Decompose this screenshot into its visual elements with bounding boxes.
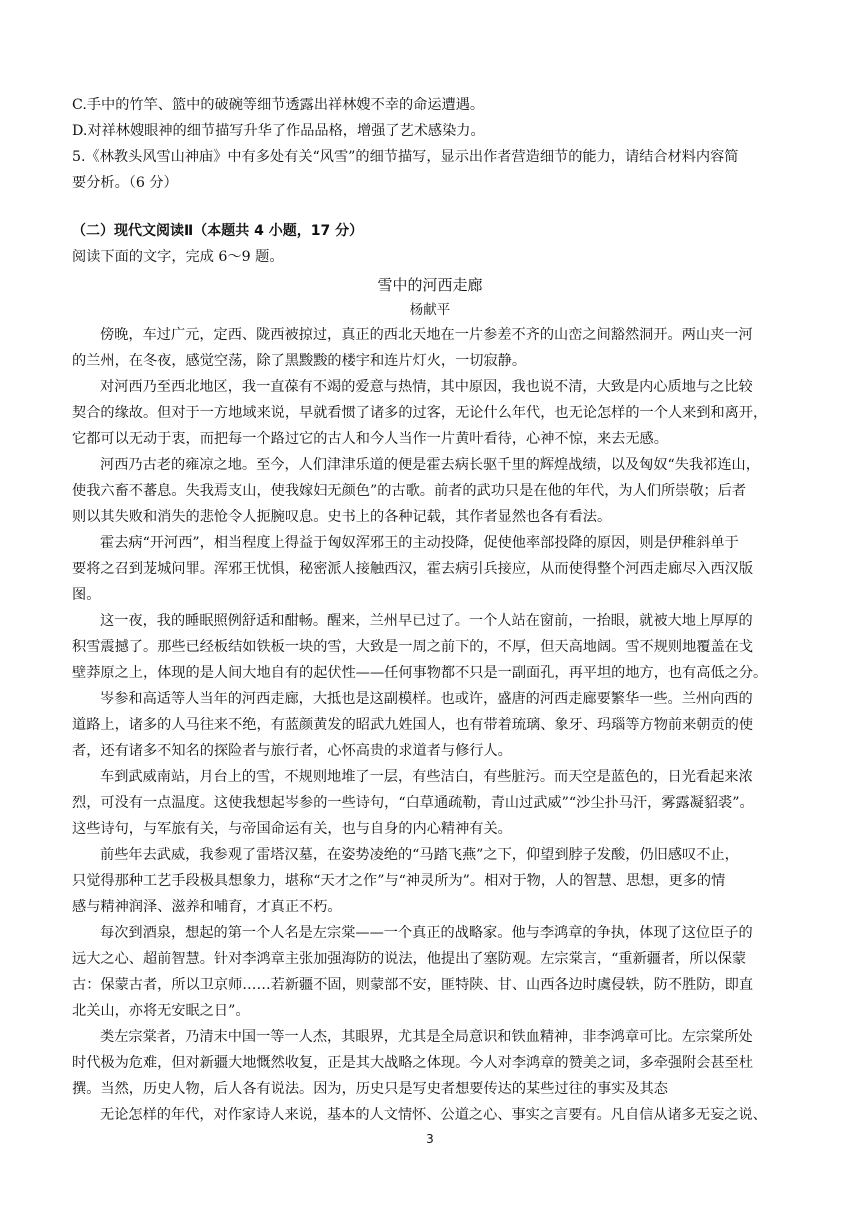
article-author: 杨献平: [409, 302, 451, 318]
article-line: 要将之召到茏城问罪。浑邪王忧惧，秘密派人接触西汉，霍去病引兵接应，从而使得整个河西走廊尽入西汉版: [72, 561, 754, 577]
article-line: 积雪震撼了。那些已经板结如铁板一块的雪，大致是一周之前下的，不厚，但天高地阔。雪不规则地覆盖在戈: [72, 639, 754, 655]
question-5: 5.《林教头风雪山神庙》中有多处有关“风雪”的细节描写，显示出作者营造细节的能力，请结合材料内容简: [72, 149, 739, 165]
article-line: 契合的缘故。但对于一方地域来说，早就看惯了诸多的过客，无论什么年代，也无论怎样的一个人来到和离开，: [72, 405, 768, 421]
article-line: 每次到酒泉，想起的第一个人名是左宗棠——一个真正的战略家。他与李鸿章的争执，体现了这位臣子的: [100, 925, 753, 941]
article-line: 者，还有诸多不知名的探险者与旅行者，心怀高贵的求道者与修行人。: [72, 743, 512, 759]
article-line: 车到武威南站，月台上的雪，不规则地堆了一层，有些洁白，有些脏污。而天空是蓝色的，日光看起来浓: [100, 769, 753, 785]
article-line: 前些年去武威，我参观了雷塔汉墓，在姿势凌绝的“马踏飞燕”之下，仰望到脖子发酸，仍旧感叹不止，: [100, 847, 739, 863]
article-line: 岑参和高适等人当年的河西走廊，大抵也是这副模样。也或许，盛唐的河西走廊要繁华一些。兰州向西的: [100, 691, 753, 707]
article-line: 对河西乃至西北地区，我一直葆有不竭的爱意与热情，其中原因，我也说不清，大致是内心质地与之比较: [100, 379, 753, 395]
article-line: 烈，可没有一点温度。这使我想起岑参的一些诗句，“白草通疏勒，青山过武威”“沙尘扑马汗，雾露凝貂裘”。: [72, 795, 754, 811]
article-line: 使我六畜不蕃息。失我焉支山，使我嫁妇无颜色”的古歌。前者的武功只是在他的年代，为人们所崇敬；后者: [72, 483, 747, 499]
article-line: 时代极为危难，但对新疆大地慨然收复，正是其大战略之体现。今人对李鸿章的赞美之词，多牵强附会甚至杜: [72, 1055, 754, 1071]
article-line: 类左宗棠者，乃清末中国一等一人杰，其眼界，尤其是全局意识和铁血精神，非李鸿章可比。左宗棠所处: [100, 1029, 753, 1045]
article-line: 壁莽原之上，体现的是人间大地自有的起伏性——任何事物都不只是一副面孔，再平坦的地方，也有高低之分。: [72, 665, 768, 681]
article-line: 古：保蒙古者，所以卫京师……若新疆不固，则蒙部不安，匪特陕、甘、山西各边时虞侵轶，防不胜防，即直: [72, 977, 754, 993]
article-line: 远大之心、超前智慧。针对李鸿章主张加强海防的说法，他提出了塞防观。左宗棠言，“重新疆者，所以保蒙: [72, 951, 747, 967]
article-line: 的兰州，在冬夜，感觉空荡，除了黑黢黢的楼宇和连片灯火，一切寂静。: [72, 353, 527, 369]
option-d: D.对祥林嫂眼神的细节描写升华了作品品格，增强了艺术感染力。: [72, 123, 485, 139]
page-number: 3: [426, 1132, 434, 1146]
article-line: 这一夜，我的睡眠照例舒适和酣畅。醒来，兰州早已过了。一个人站在窗前，一抬眼，就被大地上厚厚的: [100, 613, 753, 629]
article-line: 这些诗句，与军旅有关，与帝国命运有关，也与自身的内心精神有关。: [72, 821, 512, 837]
article-line: 北关山，亦将无安眠之日”。: [72, 1003, 250, 1019]
article-title: 雪中的河西走廊: [377, 276, 483, 294]
article-line: 撰。当然，历史人物，后人各有说法。因为，历史只是写史者想要传达的某些过往的事实及其态: [72, 1081, 668, 1097]
article-line: 它都可以无动于衷，而把每一个路过它的古人和今人当作一片黄叶看待，心神不惊，来去无感。: [72, 431, 668, 447]
article-line: 感与精神润泽、滋养和哺育，才真正不朽。: [72, 899, 342, 915]
article-line: 河西乃古老的雍凉之地。至今，人们津津乐道的便是霍去病长驱千里的辉煌战绩，以及匈奴“失我祁连山，: [100, 457, 760, 473]
article-line: 傍晚，车过广元，定西、陇西被掠过，真正的西北天地在一片参差不齐的山峦之间豁然洞开。两山夹一河: [100, 327, 753, 343]
article-line: 则以其失败和消失的悲怆令人扼腕叹息。史书上的各种记载，其作者显然也各有看法。: [72, 509, 612, 525]
article-line: 图。: [72, 587, 101, 603]
question-5-cont: 要分析。（6 分）: [72, 175, 178, 191]
article-line: 霍去病“开河西”，相当程度上得益于匈奴浑邪王的主动投降，促使他率部投降的原因，则是伊稚斜单于: [100, 535, 739, 551]
option-c: C.手中的竹竿、篮中的破碗等细节透露出祥林嫂不幸的命运遭遇。: [72, 97, 485, 113]
article-line: 道路上，诸多的人马往来不绝，有蓝颜黄发的昭武九姓国人，也有带着琉璃、象牙、玛瑙等方物前来朝贡的使: [72, 717, 754, 733]
section-heading: （二）现代文阅读Ⅱ（本题共 4 小题，17 分）: [72, 223, 364, 239]
section-instruction: 阅读下面的文字，完成 6～9 题。: [72, 249, 284, 265]
article-line: 无论怎样的年代，对作家诗人来说，基本的人文情怀、公道之心、事实之言要有。凡自信从诸多无妄之说、: [100, 1107, 767, 1123]
article-line: 只觉得那种工艺手段极具想象力，堪称“天才之作”与“神灵所为”。相对于物，人的智慧、思想，更多的情: [72, 873, 726, 889]
